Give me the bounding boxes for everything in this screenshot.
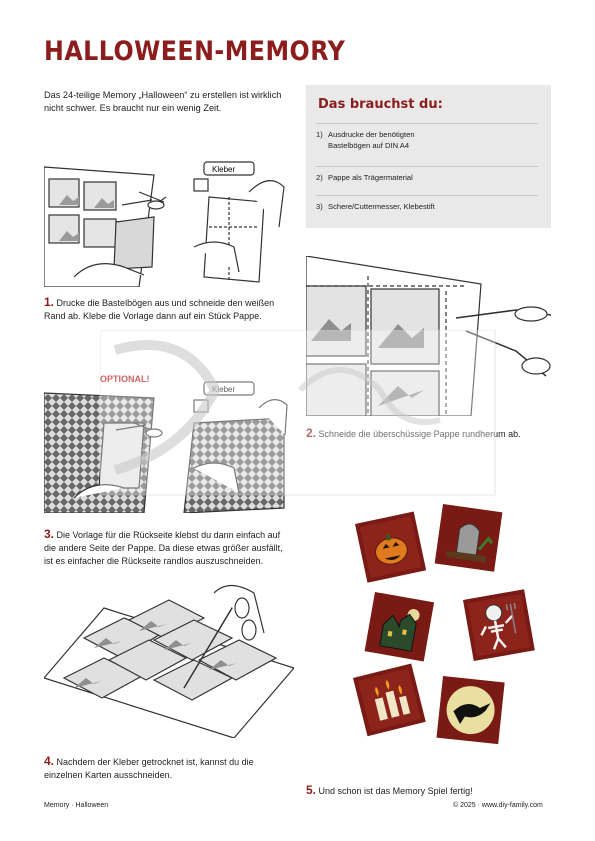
step-1	[44, 296, 289, 323]
step-text: Schneide die überschüssige Pappe rundherum ab.	[318, 429, 521, 439]
intro-text: Das 24-teilige Memory „Halloween“ zu erstellen ist wirklich nicht schwer. Es braucht nur ein wenig Zeit.	[44, 90, 282, 113]
tombstone-card	[435, 504, 503, 572]
materials-box	[306, 85, 551, 228]
pumpkin-card	[355, 512, 426, 583]
haunted-house-card	[365, 592, 435, 662]
glue-label: Kleber	[212, 165, 236, 174]
step-text: Die Vorlage für die Rückseite klebst du dann einfach auf die andere Seite der Pappe. Da diese etwas größer ausfällt, ist es einfacher die Rückseite randlos auszuschneiden.	[44, 530, 283, 566]
materials-item: 2) Pappe als Trägermaterial	[316, 166, 538, 183]
step1-illustration	[44, 157, 289, 287]
step-number: 4.	[44, 754, 55, 768]
materials-item: 3) Schere/Cuttermesser, Klebestift	[316, 195, 538, 212]
step4-illustration	[44, 578, 294, 738]
optional-label: OPTIONAL!	[100, 374, 150, 384]
step-3	[44, 528, 294, 568]
materials-item: 1) Ausdrucke der benötigten Bastelbögen auf DIN A4	[316, 123, 538, 151]
materials-heading: Das brauchst du:	[318, 97, 443, 112]
memory-cards	[345, 500, 545, 760]
footer-copyright: © 2025 · www.diy-family.com	[453, 802, 543, 809]
step-4	[44, 755, 289, 782]
footer-title: Memory · Halloween	[44, 802, 109, 809]
skeleton-card	[463, 589, 535, 661]
candles-card	[353, 663, 426, 736]
step-number: 2.	[306, 426, 317, 440]
step-number: 1.	[44, 295, 55, 309]
step-number: 5.	[306, 783, 317, 797]
step-5	[306, 784, 551, 798]
raven-card	[437, 676, 505, 744]
step-text: Drucke die Bastelbögen aus und schneide den weißen Rand ab. Klebe die Vorlage dann auf ein Stück Pappe.	[44, 298, 275, 321]
watermark-logo	[100, 330, 500, 505]
step-text: Und schon ist das Memory Spiel fertig!	[318, 786, 473, 796]
step-number: 3.	[44, 527, 55, 541]
step-text: Nachdem der Kleber getrocknet ist, kannst du die einzelnen Karten ausschneiden.	[44, 757, 254, 780]
glue-label: Kleber	[212, 385, 236, 394]
page-title: HALLOWEEN-MEMORY	[44, 36, 346, 67]
